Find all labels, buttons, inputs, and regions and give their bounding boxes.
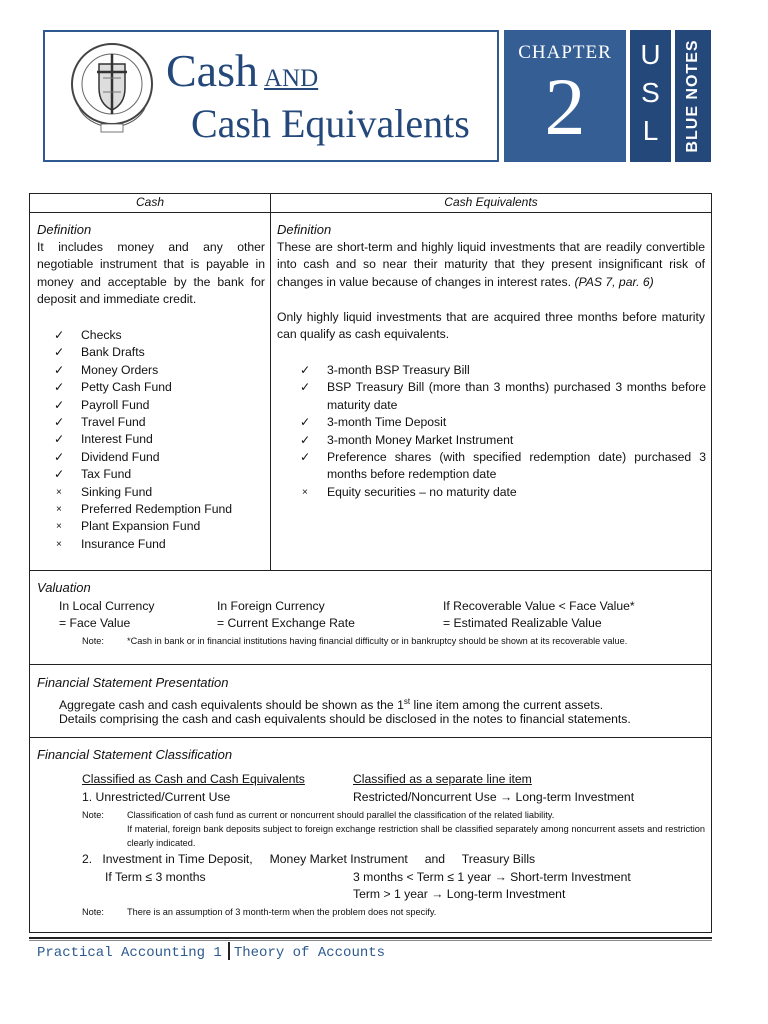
list-item <box>54 501 264 518</box>
classification-note-3: There is an assumption of 3 month-term when the problem does not specify. <box>127 907 437 917</box>
list-item <box>300 414 706 431</box>
list-item <box>54 397 264 414</box>
presentation-line-1: Aggregate cash and cash equivalents should be shown as the 1st line item among the current assets. <box>59 697 604 713</box>
valuation-recoverable: If Recoverable Value < Face Value* = Estimated Realizable Value <box>443 599 635 631</box>
equiv-items-list <box>300 362 706 501</box>
presentation-heading: Financial Statement Presentation <box>37 675 229 690</box>
list-item-label: Preferred Redemption Fund <box>81 502 233 517</box>
cash-definition-heading: Definition <box>37 222 92 237</box>
valuation-heading: Valuation <box>37 580 91 595</box>
classification-item-1-right: Restricted/Noncurrent Use → Long-term Investment <box>353 790 635 804</box>
blue-notes-label: BLUE NOTES <box>684 39 701 153</box>
check-mark-icon: ✓ <box>54 328 65 342</box>
footer-separator <box>228 942 230 960</box>
classification-item-1: 1. Unrestricted/Current Use <box>82 790 231 804</box>
list-item-label: 3-month BSP Treasury Bill <box>327 363 470 377</box>
list-item-label: Tax Fund <box>81 467 132 482</box>
check-mark-icon: ✓ <box>54 380 65 395</box>
classification-item-2-long: Term > 1 year → Long-term Investment <box>353 887 566 901</box>
check-mark-icon: ✓ <box>54 449 65 464</box>
check-mark-icon: ✓ <box>300 415 311 430</box>
section-divider <box>30 570 711 571</box>
check-mark-icon: ✓ <box>300 432 311 447</box>
equiv-qualification-text: Only highly liquid investments that are acquired three months before maturity can qualify as cash equivalents. <box>277 310 705 342</box>
classification-note-label: Note: <box>82 810 104 820</box>
list-item-label: Petty Cash Fund <box>81 380 172 395</box>
classification-note-label-2: Note: <box>82 907 104 917</box>
classification-heading: Financial Statement Classification <box>37 747 233 762</box>
col-header-cash: Cash <box>30 194 270 213</box>
check-mark-icon: ✓ <box>300 380 311 395</box>
valuation-note-label: Note: <box>82 636 104 646</box>
blue-notes-box <box>675 30 711 162</box>
university-seal-logo <box>67 38 157 138</box>
title-line-2: Cash Equivalents <box>191 101 470 146</box>
classification-note-1: Classification of cash fund as current or noncurrent should parallel the classification of the related liability. <box>127 810 555 820</box>
list-item-label: Plant Expansion Fund <box>81 519 201 534</box>
list-item <box>54 536 264 553</box>
classification-note-2: If material, foreign bank deposits subject to foreign exchange restriction shall be classified separately among noncurrent assets and restriction clearly indicated. <box>127 824 705 848</box>
cash-items-list <box>54 327 264 553</box>
list-item <box>300 432 706 449</box>
equiv-definition-heading: Definition <box>277 222 332 237</box>
check-mark-icon: ✓ <box>54 397 65 412</box>
footer-subject: Theory of Accounts <box>233 945 386 961</box>
classification-item-2-short: 3 months < Term ≤ 1 year → Short-term Investment <box>353 870 631 884</box>
presentation-line-2: Details comprising the cash and cash equivalents should be disclosed in the notes to financial statements. <box>59 712 631 726</box>
equiv-definition-text: These are short-term and highly liquid investments that are readily convertible into cash and so near their maturity that they present insignificant risk of changes in value because of changes in interest rates. (PAS 7, par. 6) <box>277 240 705 289</box>
list-item <box>54 449 264 466</box>
cross-mark-icon: × <box>302 486 308 498</box>
usl-box <box>630 30 671 162</box>
list-item <box>54 362 264 379</box>
list-item-label: Money Orders <box>81 362 159 377</box>
section-divider <box>30 664 711 665</box>
list-item <box>54 344 264 361</box>
classification-item-2-left: If Term ≤ 3 months <box>105 870 206 884</box>
list-item <box>300 379 706 414</box>
list-item <box>54 379 264 396</box>
list-item-label: Dividend Fund <box>81 449 160 464</box>
check-mark-icon: ✓ <box>54 362 65 377</box>
chapter-label: CHAPTER <box>518 42 612 63</box>
list-item-label: 3-month Money Market Instrument <box>327 432 514 447</box>
list-item <box>54 414 264 431</box>
list-item-label: Equity securities – no maturity date <box>327 484 517 499</box>
footer <box>37 942 385 961</box>
valuation-foreign: In Foreign Currency = Current Exchange Rate <box>217 599 355 631</box>
cross-mark-icon: × <box>56 504 62 516</box>
classification-item-2: 2. Investment in Time Deposit, Money Market Instrument and Treasury Bills <box>82 852 536 866</box>
footer-course: Practical Accounting 1 <box>37 945 222 961</box>
list-item-label: Insurance Fund <box>81 536 166 551</box>
footer-rule-thin <box>29 940 712 941</box>
list-item-label: 3-month Time Deposit <box>327 415 447 430</box>
chapter-box <box>504 30 626 162</box>
valuation-local: In Local Currency = Face Value <box>59 599 155 631</box>
content-table <box>29 193 712 933</box>
usl-letter: S <box>641 77 660 108</box>
check-mark-icon: ✓ <box>300 450 311 465</box>
check-mark-icon: ✓ <box>54 415 65 430</box>
list-item <box>54 484 264 501</box>
check-mark-icon: ✓ <box>54 345 65 360</box>
list-item-label: Payroll Fund <box>81 397 150 412</box>
classification-col-left: Classified as Cash and Cash Equivalents <box>82 772 305 786</box>
section-divider <box>30 737 711 738</box>
cross-mark-icon: × <box>56 521 62 533</box>
col-header-cash-equivalents: Cash Equivalents <box>271 194 711 213</box>
list-item <box>54 518 264 535</box>
title-line-1: Cash AND <box>166 45 319 96</box>
check-mark-icon: ✓ <box>300 363 311 377</box>
list-item-label: Preference shares (with specified redemption date) purchased 3 months before redemption date <box>327 450 706 482</box>
list-item <box>300 362 706 379</box>
chapter-number: 2 <box>544 61 586 152</box>
list-item <box>54 466 264 483</box>
list-item-label: Sinking Fund <box>81 484 153 499</box>
list-item-label: Checks <box>81 328 122 342</box>
title-and: AND <box>264 65 319 92</box>
list-item-label: BSP Treasury Bill (more than 3 months) purchased 3 months before maturity date <box>327 380 706 412</box>
cross-mark-icon: × <box>56 538 62 550</box>
usl-letter: U <box>640 39 661 70</box>
usl-letter: L <box>642 115 659 146</box>
classification-col-right: Classified as a separate line item <box>353 772 532 786</box>
column-divider <box>270 194 271 571</box>
list-item-label: Bank Drafts <box>81 345 145 360</box>
valuation-note: *Cash in bank or in financial institutions having financial difficulty or in bankruptcy should be shown at its recoverable value. <box>127 636 628 646</box>
check-mark-icon: ✓ <box>54 432 65 447</box>
list-item <box>300 484 706 501</box>
equiv-citation: (PAS 7, par. 6) <box>574 274 654 289</box>
list-item-label: Interest Fund <box>81 432 153 447</box>
cash-definition-text: It includes money and any other negotiable instrument that is payable in money and acceptable by the bank for deposit and immediate credit. <box>37 240 265 307</box>
footer-rule <box>29 937 712 939</box>
list-item <box>54 327 264 344</box>
cross-mark-icon: × <box>56 486 62 498</box>
list-item-label: Travel Fund <box>81 415 146 430</box>
check-mark-icon: ✓ <box>54 467 65 482</box>
list-item <box>54 431 264 448</box>
list-item <box>300 449 706 484</box>
